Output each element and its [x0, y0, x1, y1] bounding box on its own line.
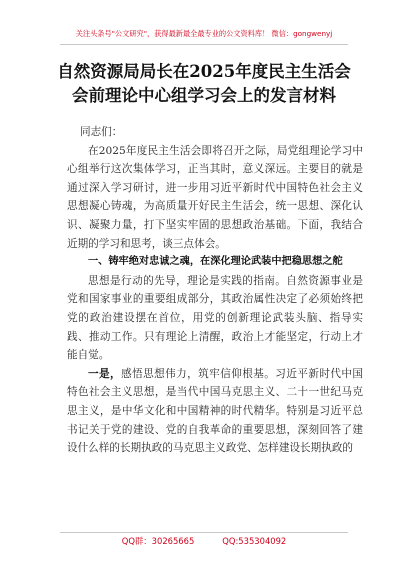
point-lead: 一是，: [88, 367, 122, 380]
header-divider: [60, 44, 348, 45]
intro-paragraph: 在2025年度民主生活会即将召开之际，局党组理论学习中心组举行这次集体学习，正当其时，意义深远。主要目的就是通过深入学习研讨，进一步用习近平新时代中国特色社会主义思想凝心铸魂，为高质量开好民主生活会，统一思想、深化认识、凝聚力量，打下坚实牢固的思想政治基础。下面，我结合近期的学习和思考，谈三点体会。: [67, 144, 363, 250]
salutation: 同志们：: [80, 126, 123, 138]
title-line-2: 会前理论中心组学习会上的发言材料: [72, 86, 336, 105]
footer-divider: [60, 532, 348, 533]
qq-text: QQ:535304092: [222, 536, 287, 546]
document-body: [67, 123, 363, 458]
section-heading-1: 一、铸牢绝对忠诚之魂，在深化理论武装中把稳思想之舵: [88, 256, 343, 268]
title-line-1: 自然资源局局长在2025年度民主生活会: [57, 62, 351, 81]
section1-paragraph-1: 思想是行动的先导，理论是实践的指南。自然资源事业是党和国家事业的重要组成部分，其政治属性决定了必须始终把党的政治建设摆在首位，用党的创新理论武装头脑、指导实践、推动工作。只有理论上清醒，政治上才能坚定，行动上才能自觉。: [67, 274, 363, 362]
section1-paragraph-2: [67, 365, 363, 458]
qq-group-text: QQ群：30265665: [121, 536, 195, 546]
point-text: 感悟思想伟力，筑牢信仰根基。习近平新时代中国特色社会主义思想，是当代中国马克思主义、二十一世纪马克思主义，是中华文化和中国精神的时代精华。特别是习近平总书记关于党的建设、党的自我革命的重要思想，深刻回答了建设什么样的长期执政的马克思主义政党、怎样建设长期执政的: [67, 367, 364, 455]
document-title: [40, 60, 368, 108]
header-banner: 关注头条号"公文研究"，获得最新最全最专业的公文资料库！ 微信：gongwenyj: [75, 29, 333, 38]
footer-contact: [0, 535, 408, 547]
